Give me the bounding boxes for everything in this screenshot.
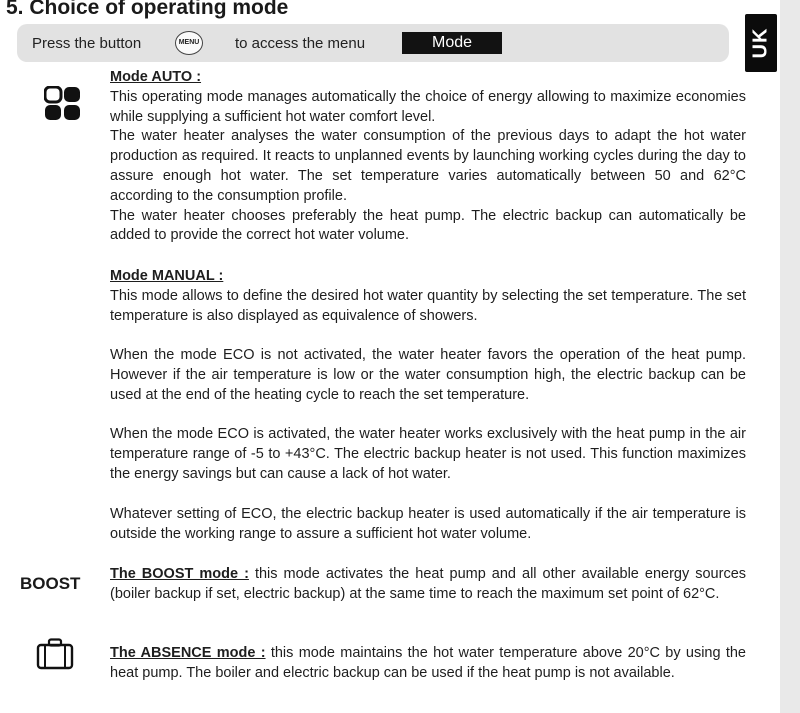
page-title: 5. Choice of operating mode — [6, 0, 289, 19]
manual-mode-text: This mode allows to define the desired hot water quantity by selecting the set temperature. The set temperature is also displayed as equivalence of showers. — [110, 287, 746, 324]
language-tab — [745, 14, 777, 72]
manual-eco-on-paragraph: When the mode ECO is activated, the water heater works exclusively with the heat pump in the air temperature range of -5 to +43°C. The electric backup heater is not used. This function maximizes the energy savings but can cause a lack of hot water. — [110, 426, 746, 482]
manual-mode-heading: Mode MANUAL : — [110, 268, 224, 284]
boost-mode-text: this mode activates the heat pump and all other available energy sources (boiler backup if set, electric backup) at the same time to reach the maximum set point of 62°C. — [110, 566, 747, 602]
mode-label-box: Mode — [402, 32, 502, 54]
menu-instruction-bar — [17, 24, 729, 62]
suitcase-icon — [36, 638, 74, 670]
absence-mode-heading: The ABSENCE mode : — [110, 645, 266, 661]
menu-button-icon: MENU — [175, 31, 203, 55]
boost-mode-section — [110, 565, 746, 605]
page-edge-strip — [780, 0, 800, 713]
auto-mode-icon — [44, 86, 82, 122]
language-tab-label: UK — [749, 27, 772, 59]
auto-mode-text: The water heater analyses the water consumption of the previous days to adapt the hot water production as required. It reacts to unplanned events by launching working cycles during the day to assure enough hot water. The set temperature varies automatically between 50 and 62°C according to the consumption profile. — [110, 128, 746, 204]
press-button-text: Press the button — [32, 35, 142, 52]
auto-mode-heading: Mode AUTO : — [110, 69, 202, 85]
manual-mode-section — [110, 267, 746, 326]
auto-mode-text: This operating mode manages automatically the choice of energy allowing to maximize economies while supplying a sufficient hot water comfort level. — [110, 88, 746, 125]
absence-mode-text: this mode maintains the hot water temperature above 20°C by using the heat pump. The boiler and electric backup can be used if the heat pump is not available. — [110, 645, 746, 681]
absence-mode-section — [110, 644, 746, 684]
boost-icon: BOOST — [20, 574, 81, 593]
manual-eco-any-paragraph: Whatever setting of ECO, the electric backup heater is used automatically if the air temperature is outside the working range to assure a sufficient hot water volume. — [110, 506, 746, 542]
auto-mode-text: The water heater chooses preferably the heat pump. The electric backup can automatically be added to provide the correct hot water volume. — [110, 207, 746, 244]
manual-eco-off-paragraph: When the mode ECO is not activated, the water heater favors the operation of the heat pump. However if the air temperature is low or the water consumption high, the electric backup can be used at the end of the heating cycle to reach the set temperature. — [110, 347, 746, 403]
access-menu-text: to access the menu — [235, 35, 366, 52]
boost-mode-heading: The BOOST mode : — [110, 566, 249, 582]
auto-mode-section — [110, 68, 746, 246]
